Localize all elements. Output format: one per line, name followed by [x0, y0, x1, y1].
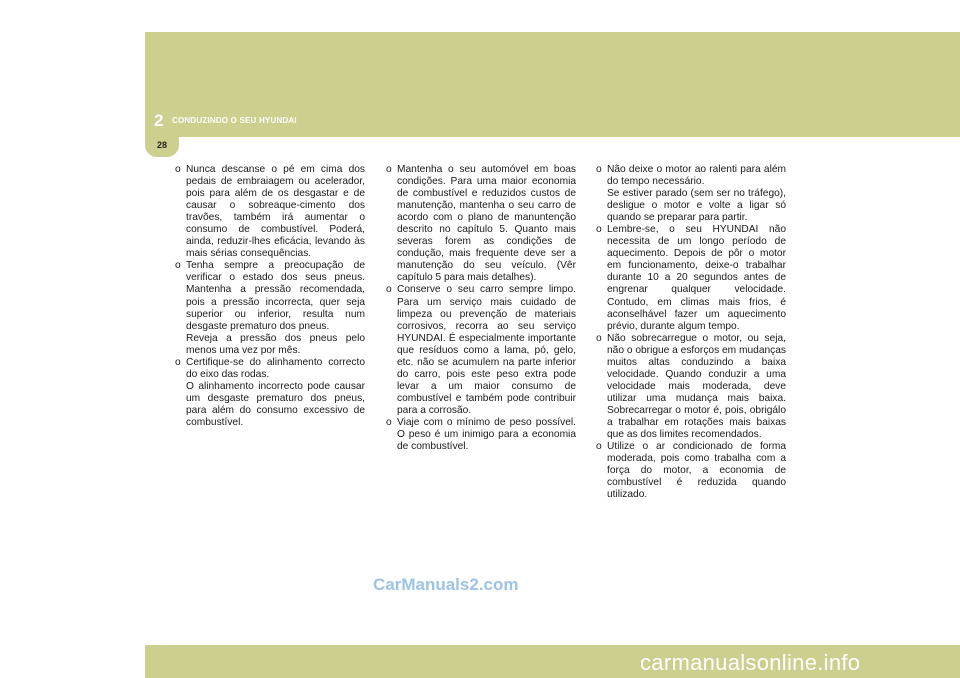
bullet-marker: o: [175, 164, 181, 175]
list-item-text: Não sobrecarregue o motor, ou seja, não o obrigue a esforços em mudanças muitos altas conduzindo a baixa velocidade. Quando conduzir a uma velocidade mais moderada, deve utilizar uma mudança mais baixa. Sobrecarregar o motor é, pois, obrigálo a trabalhar em rotações mais baixas que as dos limites recomendados.: [607, 332, 786, 441]
list-item: [596, 333, 786, 441]
list-item: [596, 441, 786, 501]
bullet-marker: o: [596, 224, 602, 236]
list-item-text: Se estiver parado (sem ser no tráfego), desligue o motor e volte a ligar só quando se preparar para partir.: [607, 188, 786, 224]
column-2: [386, 164, 576, 453]
list-item: [175, 164, 365, 260]
list-item: [386, 417, 576, 453]
page-number: 28: [156, 140, 167, 150]
list-item: [175, 260, 365, 356]
bullet-marker: o: [596, 441, 602, 453]
list-item-text: Certifique-se do alinhamento correcto do eixo das rodas.: [186, 356, 365, 380]
list-item-text: Reveja a pressão dos pneus pelo menos uma vez por mês.: [186, 332, 365, 356]
bullet-marker: o: [596, 332, 602, 344]
column-1: [175, 164, 365, 429]
bullet-marker: o: [386, 284, 392, 296]
footer-watermark: carmanualsonline.info: [640, 650, 861, 675]
list-item-text: Utilize o ar condicionado de forma moderada, pois como trabalha com a força do motor, a economia de combustível é reduzida quando utilizado.: [607, 441, 786, 501]
list-item-text: Conserve o seu carro sempre limpo. Para um serviço mais cuidado de limpeza ou prevenção de materiais corrosivos, recorra ao seu serviço HYUNDAI. É especialmente importante que resíduos como a lama, pó, gelo, etc. não se acumulem na parte inferior do carro, pois este peso extra pode levar a um maior consumo de combustível e também pode contribuir para a corrosão.: [397, 284, 576, 416]
list-item-text: O alinhamento incorrecto pode causar um desgaste prematuro dos pneus, para além do consumo excessivo de combustível.: [186, 380, 365, 428]
watermark-link[interactable]: CarManuals2.com: [373, 575, 519, 594]
list-item: [596, 164, 786, 224]
bullet-marker: o: [386, 164, 392, 175]
bullet-marker: o: [175, 260, 181, 272]
chapter-number: 2: [154, 111, 164, 130]
list-item: [175, 357, 365, 429]
bullet-marker: o: [386, 416, 392, 428]
list-item-text: Viaje com o mínimo de peso possível. O peso é um inimigo para a economia de combustível.: [397, 416, 576, 453]
list-item-text: Nunca descanse o pé em cima dos pedais de embraiagem ou acelerador, pois para além de os desgastar e de causar o sobreaque-cimento dos travões, também irá aumentar o consumo de combustível. Poderá, ainda, reduzir-lhes eficácia, levando às mais sérias consequências.: [186, 164, 365, 260]
list-item: [596, 224, 786, 332]
list-item: [386, 284, 576, 417]
column-3: [596, 164, 786, 501]
bullet-marker: o: [175, 356, 181, 368]
list-item-text: Lembre-se, o seu HYUNDAI não necessita de um longo período de aquecimento. Depois de pôr o motor em funcionamento, deixe-o trabalhar durante 10 a 20 segundos antes de engrenar qualquer velocidade. Contudo, em climas mais frios, é aconselhável fazer um aquecimento prévio, durante algum tempo.: [607, 224, 786, 332]
list-item: [386, 164, 576, 284]
list-item-text: Não deixe o motor ao ralenti para além do tempo necessário.: [607, 164, 786, 188]
bullet-marker: o: [596, 164, 602, 175]
list-item-text: Mantenha o seu automóvel em boas condições. Para uma maior economia de combustível e reduzidos custos de manutenção, mantenha o seu carro de acordo com o plano de manuntenção descrito no capítulo 5. Quanto mais severas forem as condições de condução, mais frequente deve ser a manutenção do seu veículo. (Vêr capítulo 5 para mais detalhes).: [397, 164, 576, 284]
chapter-title: CONDUZINDO O SEU HYUNDAI: [172, 116, 297, 125]
list-item-text: Tenha sempre a preocupação de verificar o estado dos seus pneus. Mantenha a pressão recomendada, pois a pressão incorrecta, quer seja superior ou inferior, resulta num desgaste prematuro dos pneus.: [186, 260, 365, 332]
